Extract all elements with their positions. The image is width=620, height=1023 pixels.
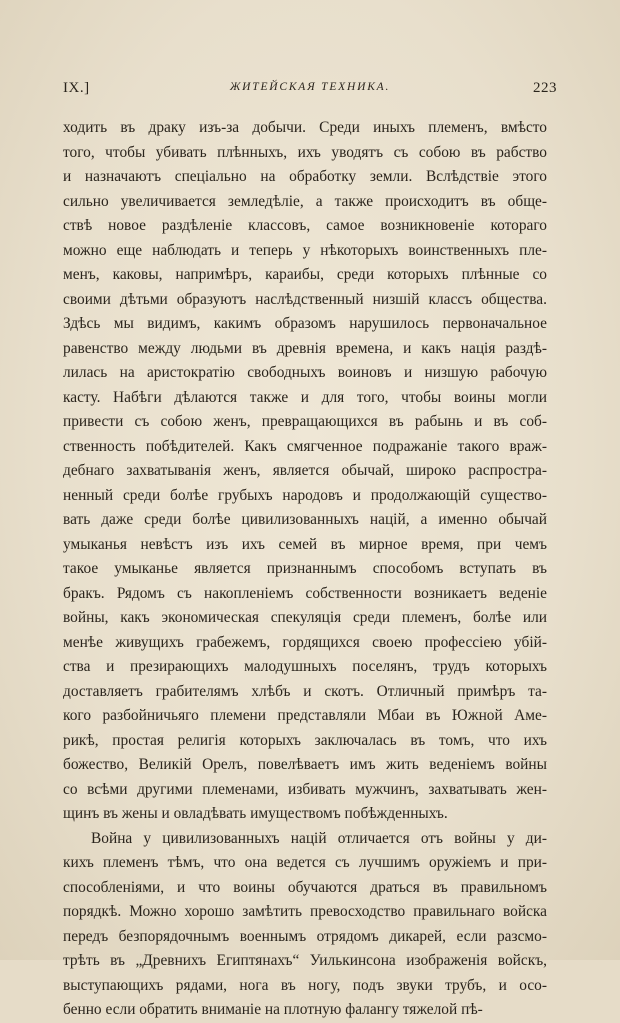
text-line: доставляетъ грабителямъ хлѣбъ и скотъ. Отличный примѣръ та- [63,682,547,700]
text-line: ходить въ драку изъ-за добычи. Среди иныхъ племенъ, вмѣсто [63,119,547,136]
text-line: войны, какъ экономическая спекуляція среди племенъ, болѣе или [63,609,547,626]
text-line: ствѣ новое раздѣленіе классовъ, самое возникновеніе котораго [63,217,547,234]
text-line: передъ безпорядочнымъ военнымъ отрядомъ дикарей, если разсмо- [63,927,547,945]
text-line: способленіями, и что воины обучаются драться въ правильномъ [63,878,547,896]
text-line: рикѣ, простая религія которыхъ заключалась въ томъ, что ихъ [63,731,547,749]
text-line: порядкѣ. Можно хорошо замѣтить превосходство правильнаго войска [63,903,547,920]
text-line: сильно увеличивается земледѣліе, а также происходитъ въ обще- [63,192,547,210]
text-line: кого разбойничьяго племени представляли Мбаи въ Южной Аме- [63,707,547,724]
text-line: ненный среди болѣе грубыхъ народовъ и продолжающій существо- [63,486,547,504]
paragraph [63,116,547,827]
text-line: касту. Набѣги дѣлаются также и для того, чтобы воины могли [63,388,547,406]
text-line: такое умыканье является признаннымъ способомъ вступать въ [63,560,547,577]
text-line: со всѣми другими племенами, избивать мужчинъ, захватывать жен- [63,780,547,798]
text-line: менѣе живущихъ грабежемъ, гордящихся своею профессіею убій- [63,633,547,651]
body-text [63,116,547,1023]
chapter-marker: IX.] [63,80,90,96]
text-line: привести съ собою женъ, превращающихся въ рабынь и въ соб- [63,413,547,430]
text-line: лилась на аристократію свободныхъ воиновъ и низшую рабочую [63,364,547,381]
text-line: бракъ. Рядомъ съ накопленіемъ собственности возникаетъ веденіе [63,584,547,602]
text-line: того, чтобы убивать плѣнныхъ, ихъ уводятъ съ собою въ рабство [63,143,547,161]
text-line: выступающихъ рядами, нога въ ногу, подъ звуки трубъ, и осо- [63,976,547,994]
text-line: можно еще наблюдать и теперь у нѣкоторыхъ воинственныхъ пле- [63,241,547,259]
paragraph [63,827,547,1023]
text-line: трѣть въ „Древнихъ Египтянахъ“ Уилькинсона изображенія войскъ, [63,952,547,969]
text-line: дебнаго захватыванія женъ, является обычай, широко распростра- [63,462,547,479]
text-line: Война у цивилизованныхъ націй отличается отъ войны у ди- [91,829,547,847]
text-line: ственность побѣдителей. Какъ смягченное подражаніе такого враж- [63,437,547,455]
text-line: бенно если обратить вниманіе на плотную фалангу тяжелой пѣ- [63,1001,483,1018]
text-line: своими дѣтьми образуютъ наслѣдственный низшій классъ общества. [63,290,547,308]
running-header [63,80,557,102]
text-line: кихъ племенъ тѣмъ, что она ведется съ лучшимъ оружіемъ и при- [63,854,547,871]
text-line: умыканья невѣстъ изъ ихъ семей въ мирное время, при чемъ [63,535,547,553]
text-line: ства и презирающихъ малодушныхъ поселянъ, трудъ которыхъ [63,658,547,675]
running-title: ЖИТЕЙСКАЯ ТЕХНИКА. [229,81,391,93]
text-line: щинъ въ жены и овладѣвать имуществомъ побѣжденныхъ. [63,805,448,822]
text-line: и назначаютъ спеціально на обработку земли. Вслѣдствіе этого [63,168,547,185]
text-line: божество, Великій Орелъ, повелѣваетъ имъ жить веденіемъ войны [63,756,547,773]
text-line: вать даже среди болѣе цивилизованныхъ націй, а именно обычай [63,511,547,528]
text-line: Здѣсь мы видимъ, какимъ образомъ нарушилось первоначальное [63,315,547,332]
text-line: менъ, каковы, напримѣръ, караибы, среди которыхъ плѣнные со [63,266,547,283]
text-line: равенство между людьми въ древнія времена, и какъ нація раздѣ- [63,339,547,357]
page-number: 223 [533,80,557,96]
